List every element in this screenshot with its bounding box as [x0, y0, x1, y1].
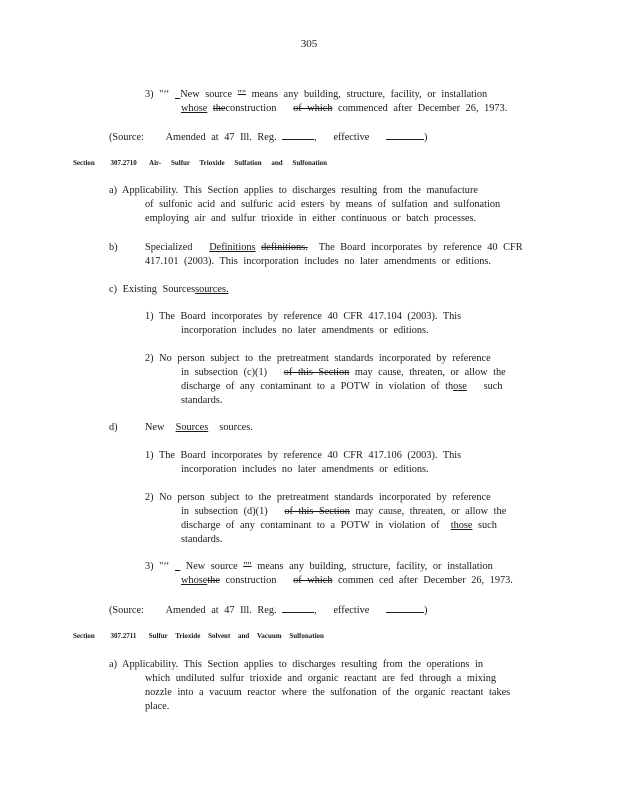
existing-sources-item1-line2: incorporation includes no later amendments or editions. — [181, 325, 429, 336]
paragraph-applicability-line1: a) Applicability. This Section applies to discharges resulting from the manufacture — [109, 185, 478, 196]
paragraph-definitions-line2: 417.101 (2003). This incorporation includes no later amendments or editions. — [145, 256, 491, 267]
new-source-definition-line2: whose theconstruction of which commenced after December 26, 1973. — [181, 103, 508, 114]
paragraph-existing-sources: c) Existing Sourcessources. — [109, 284, 229, 295]
reg-blank — [282, 129, 314, 140]
existing-sources-item1-line1: 1) The Board incorporates by reference 40 CFR 417.104 (2003). This — [145, 311, 462, 322]
section-heading: Section 307.2710 Air- Sulfur Trioxide Sulfation and Sulfonation — [73, 159, 328, 167]
new-sources-item2-line2: in subsection (d)(1) of this Section may cause, threaten, or allow the — [181, 506, 507, 517]
new-sources-item2-line4: standards. — [181, 534, 223, 545]
effective-date-blank — [386, 602, 424, 613]
source-note: (Source: Amended at 47 Ill. Reg. , effective ) — [109, 602, 427, 617]
existing-sources-item2-line2: in subsection (c)(1) of this Section may cause, threaten, or allow the — [181, 367, 506, 378]
section-heading: Section 307.2711 Sulfur Trioxide Solvent and Vacuum Sulfonation — [73, 632, 324, 640]
new-sources-item2-line1: 2) No person subject to the pretreatment standards incorporated by reference — [145, 492, 491, 503]
effective-date-blank — [386, 129, 424, 140]
paragraph-applicability-line3: nozzle into a vacuum reactor where the sulfonation of the organic reactant takes — [145, 687, 511, 698]
paragraph-new-sources: New Sources sources. — [145, 422, 253, 433]
paragraph-applicability-line3: employing air and sulfur trioxide in either continuous or batch processes. — [145, 213, 477, 224]
existing-sources-item2-line1: 2) No person subject to the pretreatment standards incorporated by reference — [145, 353, 491, 364]
new-source-definition-line1: 3) "‘‘ _New source "" means any building, structure, facility, or installation — [145, 89, 488, 100]
new-source-definition-line2: whosethe construction of which commen ced after December 26, 1973. — [181, 575, 513, 586]
reg-blank — [282, 602, 314, 613]
page-number: 305 — [300, 38, 318, 50]
paragraph-definitions-line1: Specialized Definitions definitions. The Board incorporates by reference 40 CFR — [145, 242, 523, 253]
new-sources-item2-line3: discharge of any contaminant to a POTW in violation of those such — [181, 520, 497, 531]
paragraph-applicability-line2: which undiluted sulfur trioxide and organic reactant are fed through a mixing — [145, 673, 497, 684]
paragraph-applicability-line1: a) Applicability. This Section applies to discharges resulting from the operations in — [109, 659, 483, 670]
paragraph-definitions-label: b) — [109, 242, 118, 253]
new-source-definition-line1: 3) "‘‘ _ New source "" means any building, structure, facility, or installation — [145, 561, 493, 572]
existing-sources-item2-line4: standards. — [181, 395, 223, 406]
existing-sources-item2-line3: discharge of any contaminant to a POTW in violation of those such — [181, 381, 503, 392]
paragraph-applicability-line4: place. — [145, 701, 170, 712]
new-sources-item1-line2: incorporation includes no later amendments or editions. — [181, 464, 429, 475]
paragraph-new-sources-label: d) — [109, 422, 118, 433]
new-sources-item1-line1: 1) The Board incorporates by reference 40 CFR 417.106 (2003). This — [145, 450, 462, 461]
paragraph-applicability-line2: of sulfonic acid and sulfuric acid esters by means of sulfation and sulfonation — [145, 199, 501, 210]
source-note: (Source: Amended at 47 Ill. Reg. , effective ) — [109, 129, 427, 144]
